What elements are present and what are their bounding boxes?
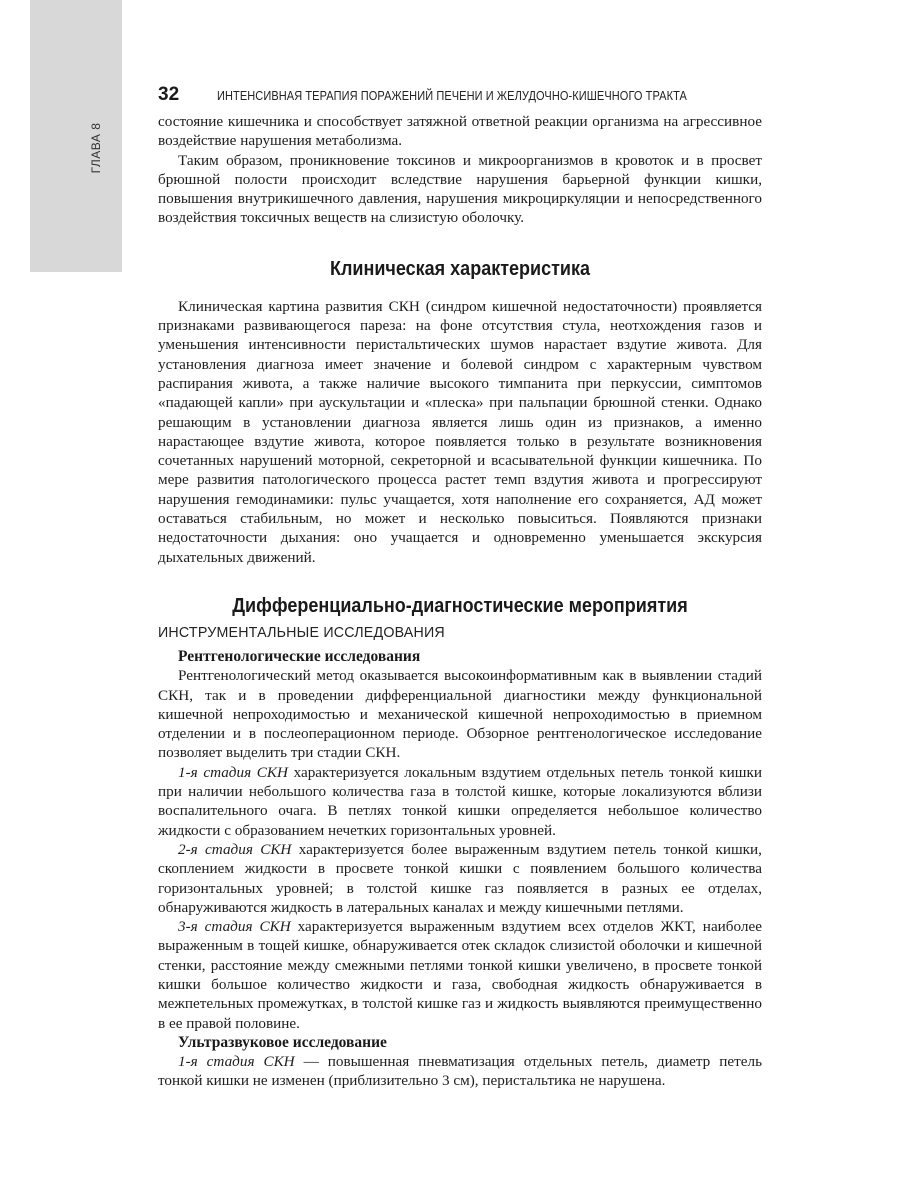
ultrasound-stage-1 bbox=[158, 1052, 762, 1091]
section-heading-differential: Дифференциально-диагностические мероприятия bbox=[232, 594, 688, 617]
running-title: ИНТЕНСИВНАЯ ТЕРАПИЯ ПОРАЖЕНИЙ ПЕЧЕНИ И ЖЕЛУДОЧНО-КИШЕЧНОГО ТРАКТА bbox=[217, 89, 688, 103]
chapter-label: ГЛАВА 8 bbox=[89, 122, 103, 174]
subsection-heading-instrumental: ИНСТРУМЕНТАЛЬНЫЕ ИССЛЕДОВАНИЯ bbox=[158, 623, 445, 641]
ultrasound-heading: Ультразвуковое исследование bbox=[178, 1033, 387, 1051]
xray-heading: Рентгенологические исследования bbox=[178, 647, 421, 665]
ultrasound-stage-1-label: 1-я стадия СКН bbox=[178, 1053, 295, 1071]
clinical-paragraph: Клиническая картина развития СКН (синдром кишечной недостаточности) проявляется признаками развивающегося пареза: на фоне отсутствия стула, неотхождения газов и уменьшения интенсивности перистальтических шумов нарастает вздутие живота. Для установления диагноза имеет значение и болевой синдром с характерным чувством распирания живота, а также наличие высокого тимпанита при перкуссии, симптомов «падающей капли» при аускультации и «плеска» при пальпации брюшной стенки. Однако решающим в установлении диагноза является лишь один из признаков, а именно нарастающее вздутие живота, которое появляется только в результате возникновения сочетанных нарушений моторной, секреторной и всасывательной функции кишечника. По мере развития патологического процесса растет темп вздутия живота и прогрессируют нарушения гемодинамики: пульс учащается, хотя наполнение его сохраняется, АД может оставаться стабильным, но может и несколько повыситься. Появляются признаки недостаточности дыхания: оно учащается и одновременно уменьшается экскурсия дыхательных движений. bbox=[158, 297, 762, 566]
xray-stage-2-label: 2-я стадия СКН bbox=[178, 840, 292, 858]
intro-paragraph-2: Таким образом, проникновение токсинов и микроорганизмов в кровоток и в просвет брюшной полости происходит вследствие нарушения барьерной функции кишки, повышения внутрикишечного давления, нарушения микроциркуляции и непосредственного воздействия токсичных веществ на слизистую оболочку. bbox=[158, 151, 762, 227]
xray-stage-1-label: 1-я стадия СКН bbox=[178, 763, 288, 781]
xray-stage-2-text: характеризуется более выраженным вздутием петель тонкой кишки, скоплением жидкости в просвете тонкой кишки с появлением большого количества горизонтальных уровней; в толстой кишке газ появляется в разных ее отделах, обнаруживаются жидкость в латеральных каналах и между кишечными петлями. bbox=[158, 840, 762, 916]
xray-paragraph: Рентгенологический метод оказывается высокоинформативным как в выявлении стадий СКН, так и в проведении дифференциальной диагностики между функциональной кишечной непроходимостью и механической кишечной непроходимостью в приемном отделении и в послеоперационном периоде. Обзорное рентгенологическое исследование позволяет выделить три стадии СКН. bbox=[158, 667, 762, 762]
xray-stage-3-text: характеризуется выраженным вздутием всех отделов ЖКТ, наиболее выраженным в тощей кишке, обнаруживается отек складок слизистой оболочки и кишечной стенки, расстояние между смежными петлями тонкой кишки увеличено, в просвете тонкой кишки большое количество жидкости и газа, свободная жидкость обнаруживается в межпетельных промежутках, в толстой кишке газ и жидкость выявляются преимущественно в ее правой половине. bbox=[158, 918, 762, 1032]
xray-stage-3-label: 3-я стадия СКН bbox=[178, 918, 291, 936]
ultrasound-stage-1-text: — повышенная пневматизация отдельных петель, диаметр петель тонкой кишки не изменен (приблизительно 3 см), перистальтика не нарушена. bbox=[158, 1053, 762, 1090]
section-heading-clinical: Клиническая характеристика bbox=[329, 257, 591, 280]
xray-stage-3 bbox=[158, 917, 762, 1033]
page-number: 32 bbox=[158, 84, 180, 105]
xray-stage-1 bbox=[158, 763, 762, 840]
page-content bbox=[158, 112, 762, 1091]
intro-paragraph-1: состояние кишечника и способствует затяжной ответной реакции организма на агрессивное воздействие нарушения метаболизма. bbox=[158, 113, 762, 150]
chapter-side-tab bbox=[30, 0, 122, 272]
page-header bbox=[158, 84, 762, 106]
xray-stage-2 bbox=[158, 840, 762, 917]
xray-stage-1-text: характеризуется локальным вздутием отдельных петель тонкой кишки при наличии небольшого количества газа в толстой кишке, которые локализуются вблизи воспалительного очага. В петлях тонкой кишки определяется небольшое количество жидкости с образованием нечетких горизонтальных уровней. bbox=[158, 763, 762, 839]
